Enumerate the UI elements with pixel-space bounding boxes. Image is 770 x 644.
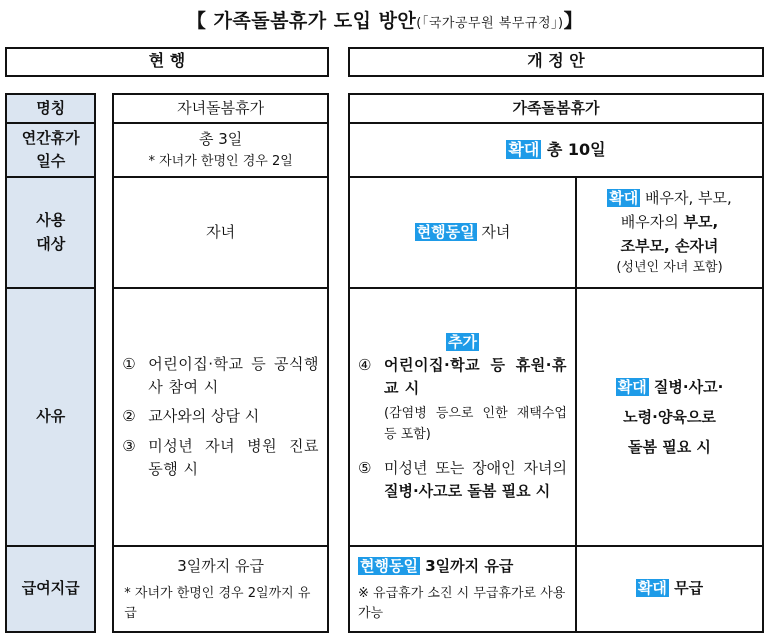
current-days: 총 3일 * 자녀가 한명인 경우 2일	[113, 123, 328, 177]
label-reason: 사유	[6, 288, 95, 546]
proposed-days: 확대 총 10일	[349, 123, 763, 177]
proposed-reason-a	[349, 288, 576, 546]
item4-note: (감염병 등으로 인한 재택수업 등 포함)	[384, 406, 567, 442]
header-proposed: 개 정 안	[348, 47, 764, 77]
list-item: ③ 미성년 자녀 병원 진료 동행 시	[122, 436, 319, 478]
current-target: 자녀	[113, 177, 328, 288]
same-badge: 현행동일	[360, 556, 418, 575]
title-sub: (「국가공무원 복무규정」)	[416, 16, 564, 31]
current-pay: 3일까지 유급 * 자녀가 한명인 경우 2일까지 유급	[113, 546, 328, 632]
expand-badge: 확대	[617, 378, 647, 396]
expand-badge: 확대	[609, 189, 639, 208]
current-table	[5, 93, 329, 633]
proposed-target-b: 확대 배우자, 부모, 배우자의 부모, 조부모, 손자녀 (성년인 자녀 포함)	[576, 177, 763, 288]
label-target: 사용 대상	[6, 177, 95, 288]
current-days-note: * 자녀가 한명인 경우 2일	[148, 153, 293, 169]
proposed-pay-b: 확대 무급	[576, 546, 763, 632]
expand-badge: 확대	[508, 139, 540, 159]
proposed-target-a: 현행동일 자녀	[349, 177, 576, 288]
proposed-pay-a: 현행동일 3일까지 유급 ※ 유급휴가 소진 시 무급휴가로 사용 가능	[349, 546, 576, 632]
proposed-table	[348, 93, 764, 633]
list-item: ② 교사와의 상담 시	[122, 407, 260, 426]
pay-note: ※ 유급휴가 소진 시 무급휴가로 사용 가능	[358, 586, 566, 621]
page-title	[0, 6, 770, 33]
label-pay: 급여지급	[6, 546, 95, 632]
header-current: 현 행	[5, 47, 329, 77]
title-end: 】	[563, 10, 584, 32]
proposed-name: 가족돌봄휴가	[349, 94, 763, 123]
proposed-reason-b: 확대 질병·사고· 노령·양육으로 돌봄 필요 시	[576, 288, 763, 546]
expand-badge: 확대	[637, 579, 667, 598]
list-item: ⑤ 미성년 또는 장애인 자녀의 질병·사고로 돌봄 필요 시	[358, 458, 567, 501]
add-badge: 추가	[448, 332, 477, 351]
list-item: ① 어린이집·학교 등 공식행사 참여 시	[122, 354, 319, 397]
label-name: 명칭	[6, 94, 95, 123]
current-pay-note: * 자녀가 한명인 경우 2일까지 유급	[124, 586, 311, 621]
current-reason	[113, 288, 328, 546]
label-days: 연간휴가 일수	[6, 123, 95, 177]
title-main: 【 가족돌봄휴가 도입 방안	[186, 10, 417, 32]
current-name: 자녀돌봄휴가	[113, 94, 328, 123]
same-badge: 현행동일	[416, 222, 475, 241]
list-item: ④ 어린이집·학교 등 휴원·휴교 시	[358, 355, 567, 398]
